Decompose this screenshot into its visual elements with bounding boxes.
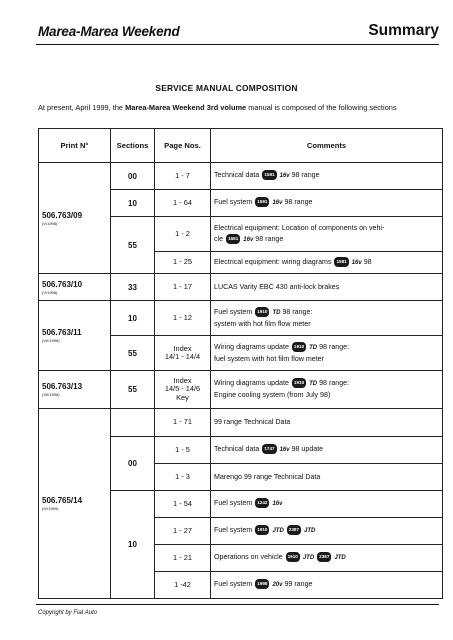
- footer-copyright: Copyright by Fiat Auto: [38, 610, 98, 616]
- engine-code-badge: 1910: [292, 342, 306, 352]
- page-cell: [155, 336, 211, 371]
- comment-text: 98 update: [291, 445, 324, 453]
- comment-text: 98: [363, 257, 372, 266]
- table-row: [39, 409, 443, 437]
- engine-type: JTD: [334, 555, 346, 561]
- intro-after: manual is composed of the following sections: [246, 103, 397, 112]
- intro-paragraph: [38, 103, 443, 113]
- page-cell: 1 - 27: [155, 518, 211, 545]
- comment-cell: [211, 217, 443, 252]
- comment-text: Fuel system: [214, 499, 253, 507]
- table-row: [39, 274, 443, 301]
- engine-type: TD: [272, 309, 281, 316]
- page-cell: 1 - 3: [155, 464, 211, 491]
- table-row: [39, 163, 443, 190]
- page-cell: 1 - 54: [155, 491, 211, 518]
- print-number: 506.763/13: [42, 382, 83, 391]
- header-rule: [36, 44, 439, 45]
- col-header-page: Page Nos.: [155, 129, 211, 163]
- comment-text: LUCAS Varity EBC 430 anti-lock brakes: [214, 282, 340, 291]
- header-right-title: Summary: [368, 22, 439, 39]
- comment-cell: [211, 491, 443, 518]
- section-cell: 33: [111, 274, 155, 301]
- page-cell: 1 - 7: [155, 163, 211, 190]
- engine-type: 16v: [272, 200, 283, 206]
- comment-cell: [211, 545, 443, 572]
- comment-text: cle: [214, 234, 224, 243]
- page-cell: 1 - 2: [155, 217, 211, 252]
- print-number: 506.763/09: [42, 210, 83, 220]
- print-date: (IV/1999): [42, 506, 59, 511]
- section-cell: 00: [111, 163, 155, 190]
- engine-code-badge: 1581: [255, 197, 269, 207]
- print-date: (V/1998): [42, 220, 58, 226]
- comment-text: fuel system with hot film flow meter: [214, 354, 324, 363]
- page-line: 14/1 - 14/4: [164, 352, 201, 361]
- comment-cell: [211, 371, 443, 409]
- page-cell: 1 - 17: [155, 274, 211, 301]
- engine-code-badge: 1998: [255, 579, 269, 589]
- engine-code-badge: 2387: [317, 552, 331, 562]
- page-cell: 1 -42: [155, 572, 211, 599]
- comment-text: 98 range:: [319, 342, 350, 351]
- comment-text: 99 range Technical Data: [214, 418, 291, 426]
- comment-text: Engine cooling system (from July 98): [214, 391, 331, 399]
- print-number: 506.763/11: [42, 328, 82, 337]
- engine-type: 16v: [351, 259, 362, 266]
- page-cell: 1 - 25: [155, 252, 211, 274]
- engine-code-badge: 2387: [287, 525, 301, 535]
- table-row: [39, 301, 443, 336]
- comment-text: Wiring diagrams update: [214, 342, 289, 351]
- engine-code-badge: 1910: [255, 307, 269, 317]
- col-header-sections: Sections: [111, 129, 155, 163]
- comment-text: Technical data: [214, 171, 260, 179]
- section-cell: 10: [111, 190, 155, 217]
- comment-text: Fuel system: [214, 307, 253, 316]
- table-header-row: [39, 129, 443, 163]
- comment-text: Marengo 99 range Technical Data: [214, 472, 321, 481]
- engine-type: JTD: [304, 528, 316, 534]
- print-number-cell: [39, 371, 111, 409]
- composition-table: [38, 128, 443, 599]
- page-line: Index: [173, 375, 192, 385]
- print-date: (V/1998): [42, 289, 58, 295]
- engine-code-badge: 1581: [262, 170, 276, 180]
- section-cell: 55: [111, 336, 155, 371]
- engine-code-badge: 1910: [292, 378, 306, 388]
- engine-type: 16v: [279, 173, 290, 179]
- engine-code-badge: 1910: [286, 552, 300, 562]
- section-title: SERVICE MANUAL COMPOSITION: [155, 83, 298, 93]
- comment-text: Wiring diagrams update: [214, 379, 289, 387]
- section-cell: 00: [111, 437, 155, 491]
- print-number-cell: [39, 301, 111, 371]
- print-number-cell: [39, 163, 111, 274]
- page-cell: 1 - 64: [155, 190, 211, 217]
- section-cell: 10: [111, 301, 155, 336]
- comment-cell: [211, 437, 443, 464]
- print-date: (VII/1998): [42, 338, 60, 343]
- page-cell: 1 - 5: [155, 437, 211, 464]
- comment-cell: [211, 163, 443, 190]
- page-cell: 1 - 21: [155, 545, 211, 572]
- page-cell: [155, 371, 211, 409]
- col-header-comments: Comments: [211, 129, 443, 163]
- page-line: Index: [173, 343, 192, 353]
- comment-cell: [211, 572, 443, 599]
- comment-text: Electrical equipment: Location of components on vehi-: [214, 223, 385, 232]
- page-cell: 1 - 71: [155, 409, 211, 437]
- comment-text: Fuel system: [214, 526, 253, 534]
- section-cell: [111, 409, 155, 437]
- engine-type: 16v: [243, 236, 254, 243]
- table-row: [39, 371, 443, 409]
- col-header-print: Print N°: [39, 129, 111, 163]
- page-cell: 1 - 12: [155, 301, 211, 336]
- engine-code-badge: 1581: [334, 257, 348, 267]
- comment-text: 99 range: [284, 580, 313, 588]
- comment-text: 98 range: [255, 234, 284, 243]
- print-number: 506.765/14: [42, 496, 83, 505]
- comment-text: Technical data: [214, 445, 260, 453]
- engine-type: TD: [309, 381, 318, 387]
- engine-type: JTD: [302, 555, 315, 561]
- engine-type: JTD: [272, 528, 284, 534]
- comment-text: system with hot film flow meter: [214, 319, 311, 328]
- engine-code-badge: 1581: [226, 234, 240, 244]
- comment-cell: [211, 518, 443, 545]
- comment-text: Fuel system: [214, 580, 253, 588]
- section-cell: 55: [111, 371, 155, 409]
- intro-before: At present, April 1999, the: [38, 103, 126, 112]
- print-number: 506.763/10: [42, 279, 83, 289]
- comment-cell: [211, 464, 443, 491]
- comment-text: Operations on vehicle: [214, 553, 283, 561]
- section-cell: 55: [111, 217, 155, 274]
- comment-cell: [211, 274, 443, 301]
- comment-text: 98 range: [284, 198, 313, 206]
- engine-code-badge: 1747: [262, 444, 276, 454]
- print-number-cell: [39, 409, 111, 599]
- footer-rule: [36, 604, 439, 605]
- comment-cell: [211, 190, 443, 217]
- comment-text: 98 range:: [282, 307, 313, 316]
- comment-text: Electrical equipment: wiring diagrams: [214, 257, 332, 266]
- section-cell: 10: [111, 491, 155, 599]
- comment-text: 98 range:: [319, 379, 350, 387]
- page-line: 14/5 - 14/6: [164, 384, 201, 394]
- intro-bold: Marea-Marea Weekend 3rd volume: [125, 103, 247, 112]
- comment-cell: [211, 252, 443, 274]
- page-line: Key: [176, 392, 189, 402]
- comment-cell: [211, 301, 443, 336]
- comment-cell: [211, 336, 443, 371]
- print-date: (XII/1998): [42, 392, 60, 397]
- engine-type: 20v: [272, 582, 283, 588]
- engine-type: 16v: [279, 447, 290, 453]
- comment-cell: [211, 409, 443, 437]
- comment-text: Fuel system: [214, 198, 253, 206]
- comment-text: 98 range: [291, 171, 320, 179]
- header-left-title: Marea-Marea Weekend: [38, 24, 180, 39]
- print-number-cell: [39, 274, 111, 301]
- engine-type: 16v: [272, 501, 283, 507]
- engine-code-badge: 1242: [255, 498, 269, 508]
- engine-type: TD: [309, 344, 318, 351]
- engine-code-badge: 1910: [255, 525, 269, 535]
